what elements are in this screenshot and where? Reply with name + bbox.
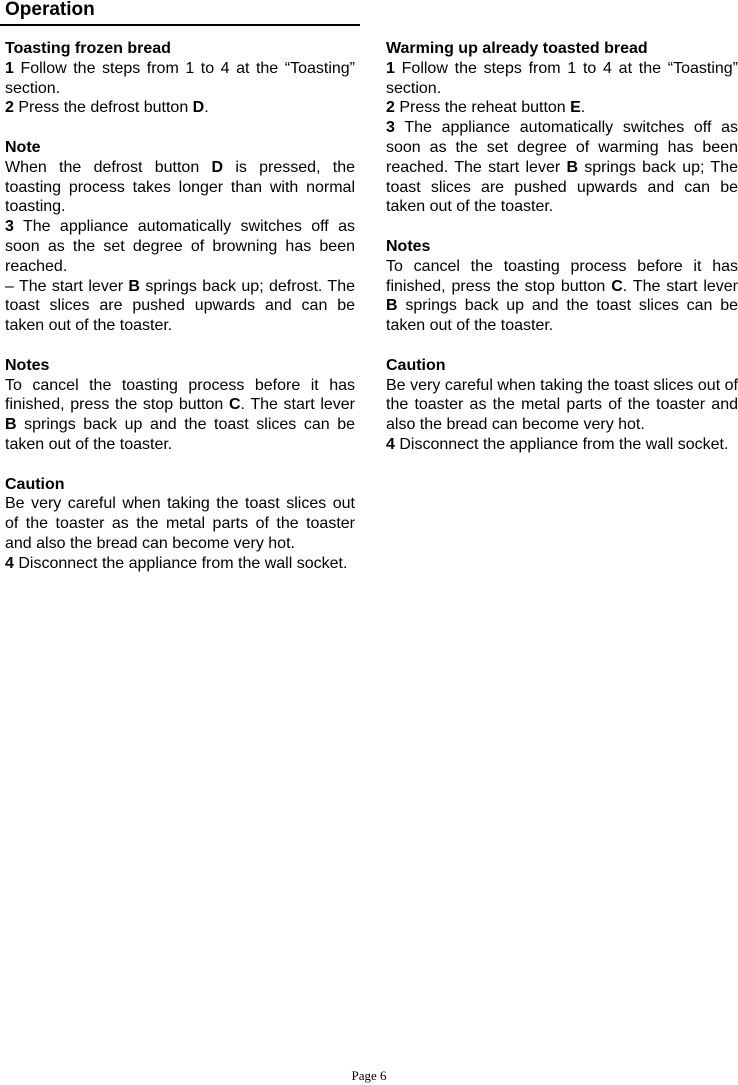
page-heading: Operation (5, 0, 95, 20)
note-text (5, 158, 355, 217)
caution-title: Caution (5, 475, 65, 493)
frozen-bread-section (5, 39, 355, 118)
step-text: Follow the steps from 1 to 4 at the “Toasting” section. (386, 59, 738, 97)
step-number: 3 (5, 218, 14, 236)
step-text: springs back up; The toast slices are pushed upwards and can be taken out of the toaster. (386, 158, 738, 216)
step-text: . (204, 99, 209, 117)
step-text: Press the defrost button (13, 99, 193, 117)
lever-key: B (5, 416, 17, 434)
right-column (386, 39, 738, 455)
step-text: The appliance automatically switches off as soon as the set degree of browning has been reached. (5, 218, 355, 275)
button-key: C (228, 396, 241, 414)
notes-text-part: . The start lever (240, 396, 355, 414)
step-number: 3 (386, 119, 395, 137)
note-text-part: is pressed, the toasting process takes longer than with normal toasting. (5, 158, 356, 216)
notes-text-part: springs back up and the toast slices can be taken out of the toaster. (386, 297, 738, 335)
caution-title: Caution (386, 356, 446, 374)
page-number: Page 6 (351, 1068, 387, 1083)
warming-title: Warming up already toasted bread (386, 40, 648, 57)
button-key: D (211, 158, 224, 176)
notes-text (5, 376, 355, 455)
frozen-step-3 (5, 217, 355, 276)
warming-step-4 (386, 435, 738, 455)
step-text: Press the reheat button (394, 99, 571, 117)
frozen-step-1 (5, 59, 355, 99)
frozen-step-4 (5, 554, 355, 574)
warming-section (386, 39, 738, 217)
notes-text (386, 257, 738, 336)
lever-text-part: – The start lever (5, 277, 129, 295)
button-key: E (570, 99, 581, 117)
frozen-notes-section (5, 356, 355, 455)
button-key: D (192, 99, 205, 117)
lever-key: B (128, 277, 140, 295)
step-number: 1 (5, 59, 14, 77)
warming-step-1 (386, 59, 738, 99)
lever-key: B (566, 158, 578, 176)
warming-notes-section (386, 237, 738, 336)
step-text: . (580, 99, 586, 117)
lever-text-part: springs back up; defrost. The toast slices are pushed upwards and can be taken out of the toaster. (5, 277, 356, 335)
frozen-caution-section (5, 475, 355, 574)
step-number: 4 (386, 435, 395, 453)
warming-caution-section (386, 356, 738, 455)
lever-text (5, 277, 355, 336)
warming-step-2 (386, 98, 738, 118)
step-number: 4 (5, 554, 14, 572)
step-text: Follow the steps from 1 to 4 at the “Toasting” section. (5, 59, 355, 97)
heading-rule (0, 24, 360, 26)
step-number: 2 (386, 99, 395, 117)
step-text: The appliance automatically switches off as soon as the set degree of warming has been reached. The start lever (386, 119, 738, 176)
note-text-part: When the defrost button (5, 158, 212, 176)
step-number: 2 (5, 99, 14, 117)
notes-title: Notes (386, 237, 431, 255)
note-title: Note (5, 138, 41, 156)
frozen-bread-title: Toasting frozen bread (5, 40, 171, 57)
warming-step-3 (386, 118, 738, 217)
notes-text-part: To cancel the toasting process before it has finished, press the stop button (5, 376, 355, 414)
left-column (5, 39, 355, 574)
frozen-note-section (5, 138, 355, 336)
step-text: Disconnect the appliance from the wall socket. (13, 554, 348, 572)
notes-text-part: . The start lever (622, 277, 738, 295)
caution-text: Be very careful when taking the toast slices out of the toaster as the metal parts of the toaster and also the bread can become very hot. (5, 495, 355, 552)
caution-text: Be very careful when taking the toast slices out of the toaster as the metal parts of the toaster and also the bread can become very hot. (386, 376, 738, 434)
lever-key: B (386, 297, 398, 315)
notes-text-part: springs back up and the toast slices can be taken out of the toaster. (5, 416, 355, 453)
step-text: Disconnect the appliance from the wall socket. (394, 435, 729, 453)
frozen-step-2 (5, 98, 355, 118)
step-number: 1 (386, 59, 395, 77)
notes-text-part: To cancel the toasting process before it has finished, press the stop button (386, 257, 738, 295)
notes-title: Notes (5, 356, 50, 374)
button-key: C (611, 277, 623, 295)
